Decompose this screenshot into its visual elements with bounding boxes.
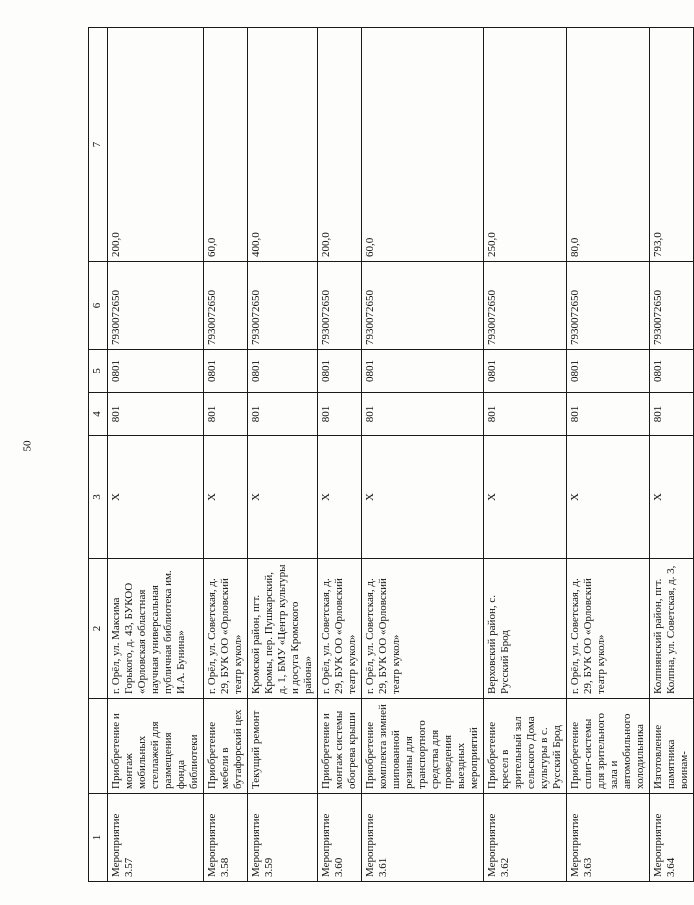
code-cell: 801: [318, 393, 362, 436]
measure-description: Изготовление памятника воинам-: [650, 699, 694, 794]
table-frame: [88, 28, 690, 882]
amount-cell: 250,0: [484, 28, 567, 262]
section-cell: 0801: [248, 350, 318, 393]
mark-cell: Х: [484, 436, 567, 559]
measure-number: Мероприятие 3.62: [484, 794, 567, 882]
code-cell: 801: [484, 393, 567, 436]
header-cell: 1: [89, 794, 108, 882]
measure-number: Мероприятие 3.59: [248, 794, 318, 882]
measure-location: г. Орёл, ул. Советская, д. 29, БУК ОО «Орловский театр кукол»: [318, 559, 362, 699]
target-code-cell: 7930072650: [248, 262, 318, 350]
table-row: [567, 28, 650, 882]
page-number: 50: [21, 440, 34, 452]
measure-location: г. Орёл, ул. Советская, д. 29, БУК ОО «Орловский театр кукол»: [567, 559, 650, 699]
mark-cell: Х: [204, 436, 248, 559]
target-code-cell: 7930072650: [484, 262, 567, 350]
amount-cell: 200,0: [318, 28, 362, 262]
code-cell: 801: [248, 393, 318, 436]
section-cell: 0801: [484, 350, 567, 393]
section-cell: 0801: [567, 350, 650, 393]
section-cell: 0801: [650, 350, 694, 393]
target-code-cell: 7930072650: [650, 262, 694, 350]
mark-cell: Х: [248, 436, 318, 559]
header-cell: [89, 699, 108, 794]
measure-location: Верховский район, с. Русский Брод: [484, 559, 567, 699]
budget-table: [88, 27, 694, 882]
measure-description: Приобретение сплит-системы для зрительного зала и автомобильного холодильника: [567, 699, 650, 794]
measure-number: Мероприятие 3.63: [567, 794, 650, 882]
measure-number: Мероприятие 3.60: [318, 794, 362, 882]
table-row: [108, 28, 204, 882]
mark-cell: Х: [650, 436, 694, 559]
mark-cell: Х: [362, 436, 484, 559]
measure-description: Приобретение комплекта зимней шипованной резины для транспортного средства для проведения выездных мероприятий: [362, 699, 484, 794]
target-code-cell: 7930072650: [108, 262, 204, 350]
measure-number: Мероприятие 3.58: [204, 794, 248, 882]
measure-location: г. Орёл, ул. Советская, д. 29, БУК ОО «Орловский театр кукол»: [204, 559, 248, 699]
measure-number: Мероприятие 3.61: [362, 794, 484, 882]
table-row: [650, 28, 694, 882]
target-code-cell: 7930072650: [567, 262, 650, 350]
header-cell: 2: [89, 559, 108, 699]
measure-description: Приобретение кресел в зрительный зал сельского Дома культуры в с. Русский Брод: [484, 699, 567, 794]
table-row: [318, 28, 362, 882]
measure-description: Приобретение и монтаж системы обогрева крыши: [318, 699, 362, 794]
header-cell: 6: [89, 262, 108, 350]
measure-description: Текущий ремонт: [248, 699, 318, 794]
measure-location: Колпнянский район, пгт. Колпна, ул. Советская, д. 3,: [650, 559, 694, 699]
code-cell: 801: [108, 393, 204, 436]
header-cell: 3: [89, 436, 108, 559]
table-row: [484, 28, 567, 882]
measure-location: Кромской район, пгт. Кромы, пер. Пушкарский, д. 1, БМУ «Центр культуры и досуга Кромского района»: [248, 559, 318, 699]
amount-cell: 200,0: [108, 28, 204, 262]
code-cell: 801: [650, 393, 694, 436]
section-cell: 0801: [362, 350, 484, 393]
target-code-cell: 7930072650: [204, 262, 248, 350]
header-cell: 5: [89, 350, 108, 393]
header-cell: 4: [89, 393, 108, 436]
measure-number: Мероприятие 3.64: [650, 794, 694, 882]
target-code-cell: 7930072650: [318, 262, 362, 350]
amount-cell: 400,0: [248, 28, 318, 262]
measure-number: Мероприятие 3.57: [108, 794, 204, 882]
measure-location: г. Орёл, ул. Максима Горького, д. 43, БУКОО «Орловская областная научная универсальная публичная библиотека им. И.А. Бунина»: [108, 559, 204, 699]
target-code-cell: 7930072650: [362, 262, 484, 350]
measure-description: Приобретение мебели в бутафорский цех: [204, 699, 248, 794]
section-cell: 0801: [318, 350, 362, 393]
table-row: [248, 28, 318, 882]
mark-cell: Х: [108, 436, 204, 559]
code-cell: 801: [567, 393, 650, 436]
rotated-table-container: [88, 28, 690, 882]
header-cell: 7: [89, 28, 108, 262]
table-row: [204, 28, 248, 882]
amount-cell: 60,0: [362, 28, 484, 262]
code-cell: 801: [362, 393, 484, 436]
table-header-row: [89, 28, 108, 882]
mark-cell: Х: [318, 436, 362, 559]
amount-cell: 60,0: [204, 28, 248, 262]
amount-cell: 793,0: [650, 28, 694, 262]
mark-cell: Х: [567, 436, 650, 559]
measure-description: Приобретение и монтаж мобильных стеллажей для размещения фонда библиотеки: [108, 699, 204, 794]
section-cell: 0801: [204, 350, 248, 393]
code-cell: 801: [204, 393, 248, 436]
measure-location: г. Орёл, ул. Советская, д. 29, БУК ОО «Орловский театр кукол»: [362, 559, 484, 699]
amount-cell: 80,0: [567, 28, 650, 262]
table-row: [362, 28, 484, 882]
section-cell: 0801: [108, 350, 204, 393]
